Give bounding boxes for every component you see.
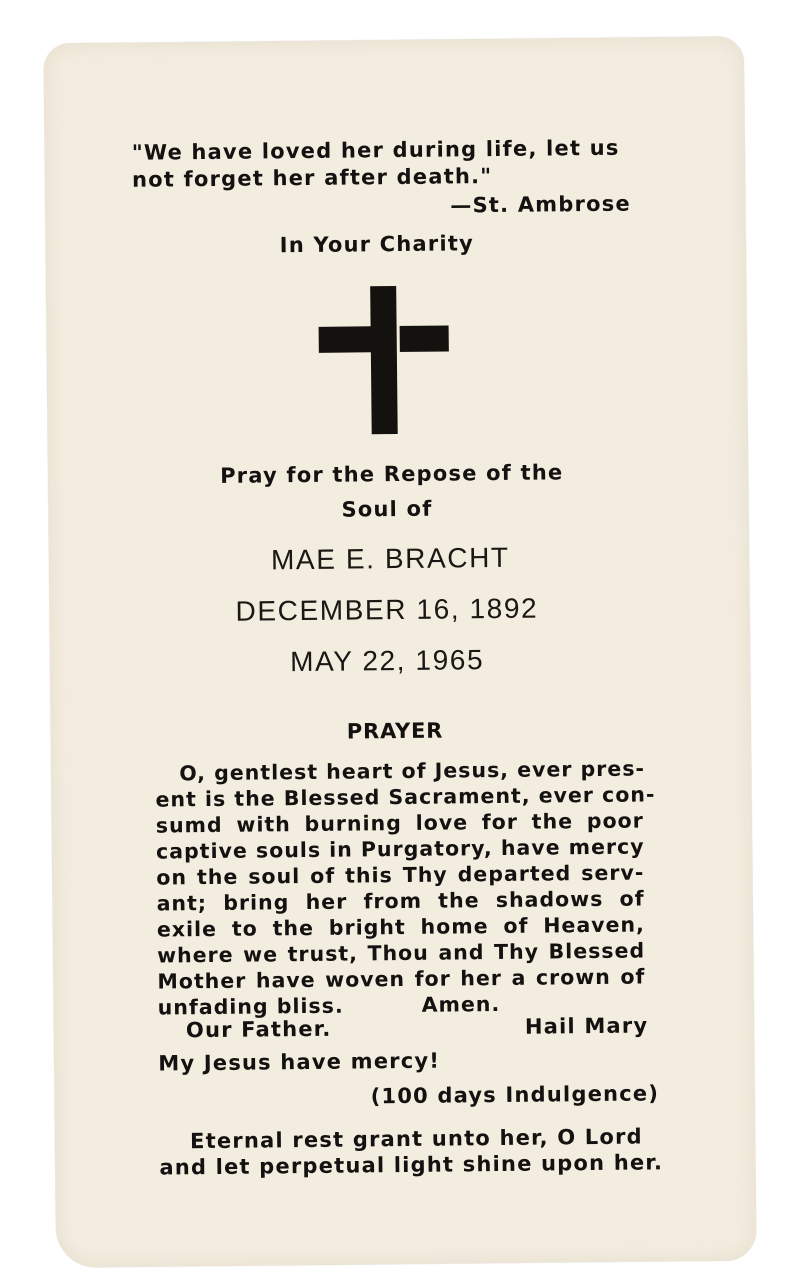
quote-line-1: "We have loved her during life, let us	[131, 135, 620, 165]
deceased-name: MAE E. BRACHT	[270, 541, 510, 576]
death-date: MAY 22, 1965	[289, 644, 485, 678]
birth-date: DECEMBER 16, 1892	[235, 592, 539, 627]
memorial-card	[44, 36, 757, 1267]
prayer-text	[155, 755, 656, 1020]
prayer-line: exile to the bright home of Heaven,	[156, 912, 645, 942]
prayer-line: O, gentlest heart of Jesus, ever pres-	[179, 756, 646, 786]
prayer-line: Mother have woven for her a crown of	[157, 964, 646, 994]
quote-line-2: not forget her after death."	[131, 164, 493, 192]
prayer-last-line-text: unfading bliss.	[157, 993, 344, 1020]
prayer-line: ent is the Blessed Sacrament, ever con-	[155, 782, 656, 812]
prayer-line: on the soul of this Thy departed serv-	[156, 860, 645, 890]
hail-mary: Hail Mary	[524, 1013, 649, 1039]
prayer-line: sumd with burning love for the poor	[155, 808, 644, 838]
prayer-line: captive souls in Purgatory, have mercy	[155, 834, 645, 864]
amen: Amen.	[421, 991, 501, 1017]
eternal-rest-line-1: Eternal rest grant unto her, O Lord	[189, 1124, 643, 1154]
cross-icon	[318, 285, 450, 434]
prayer-line: ant; bring her from the shadows of	[156, 886, 645, 916]
prayer-heading: PRAYER	[346, 718, 444, 744]
eternal-rest-line-2: and let perpetual light shine upon her.	[159, 1150, 664, 1180]
pray-line-2: Soul of	[341, 496, 433, 522]
pray-line-1: Pray for the Repose of the	[220, 460, 564, 488]
indulgence-line: (100 days Indulgence)	[370, 1081, 660, 1109]
our-father: Our Father.	[185, 1016, 332, 1043]
mercy-line: My Jesus have mercy!	[158, 1048, 441, 1076]
quote-attribution: —St. Ambrose	[450, 191, 631, 218]
charity-heading: In Your Charity	[279, 231, 475, 258]
prayer-line: where we trust, Thou and Thy Blessed	[157, 938, 646, 968]
